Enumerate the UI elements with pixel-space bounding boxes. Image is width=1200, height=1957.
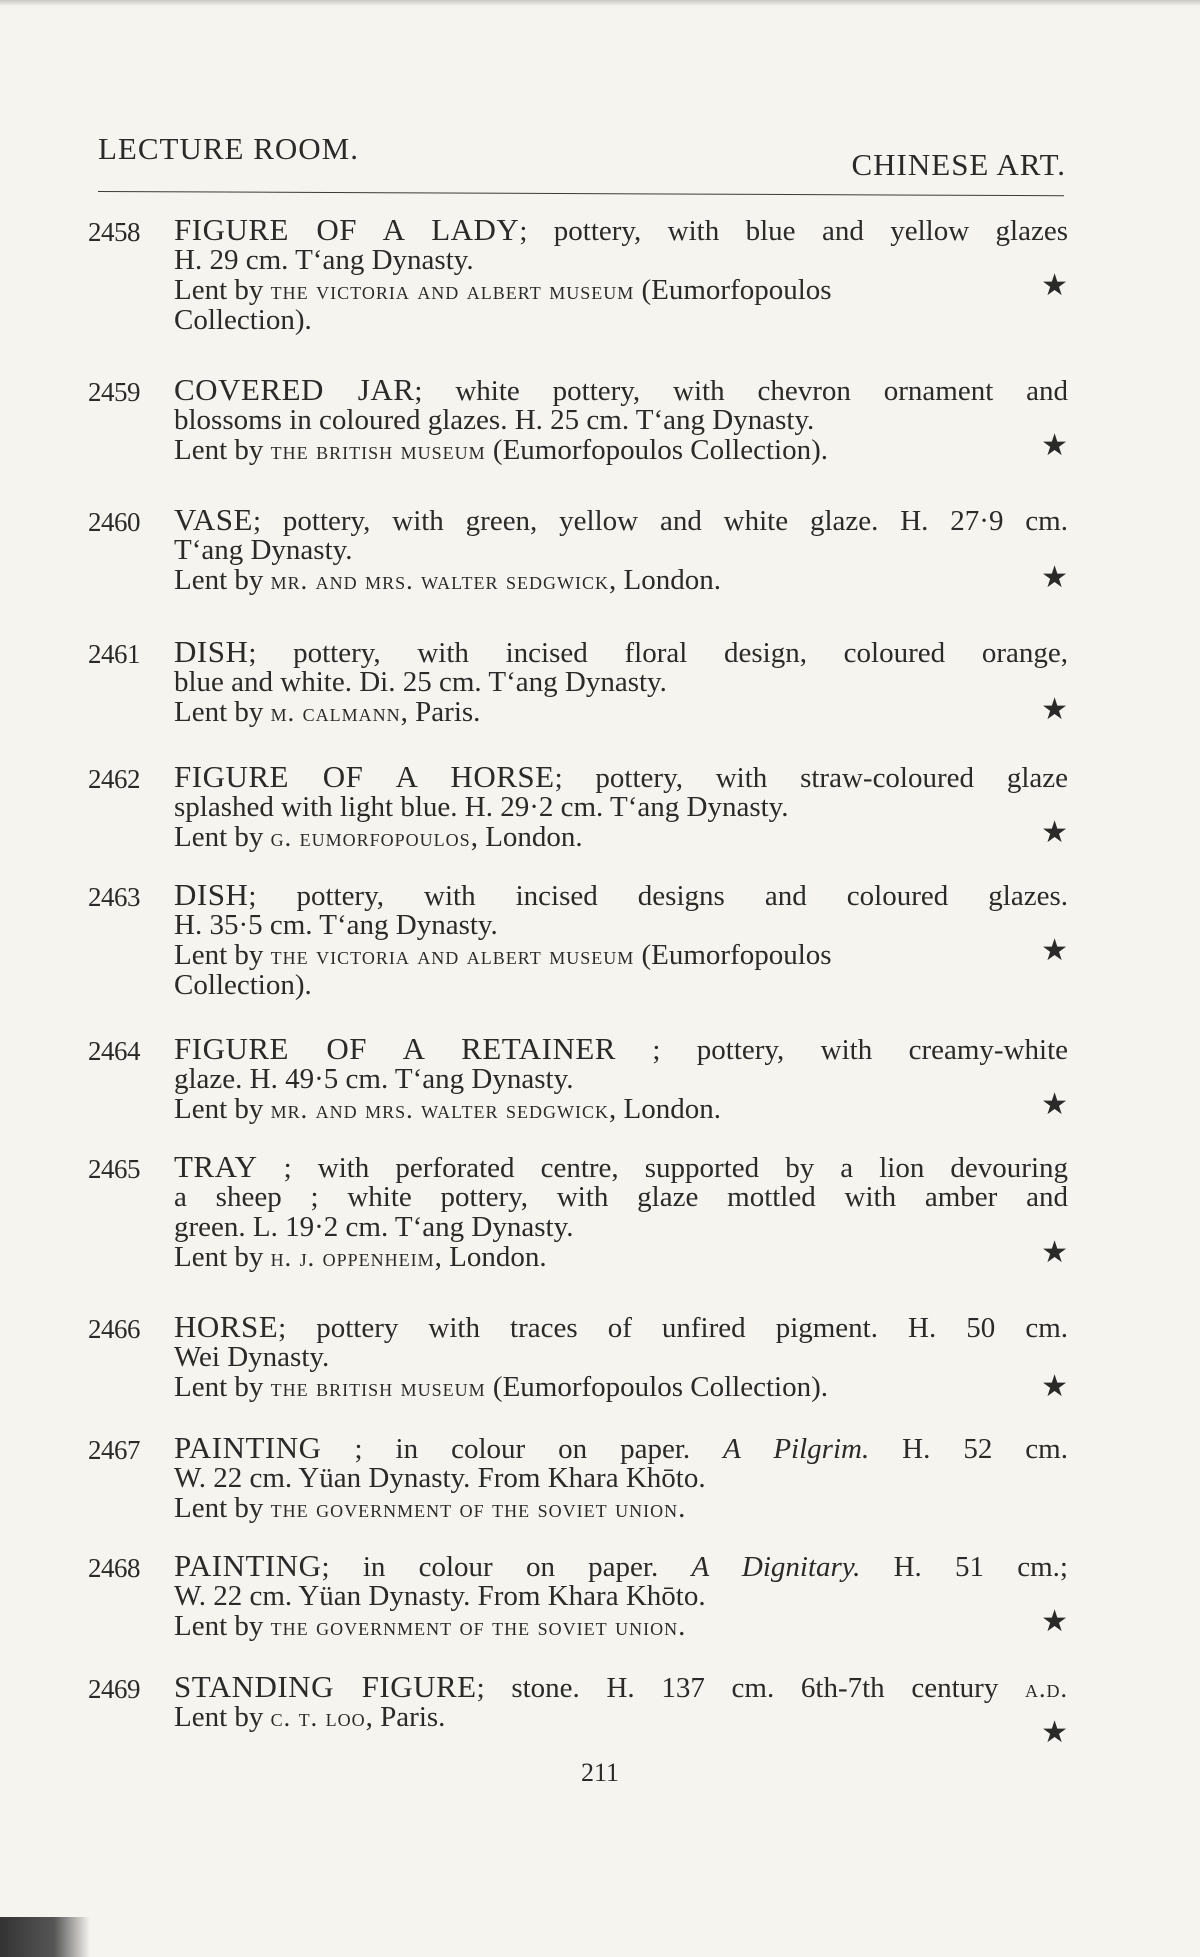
entry-title: PAINTING	[174, 1430, 322, 1465]
entry-lender-line: Lent by the british museum (Eumorfopoulos Collection).	[174, 1371, 828, 1403]
lender-name: the government of the soviet union	[270, 1494, 679, 1523]
entry-details: W. 22 cm. Yüan Dynasty. From Khara Khōto.	[174, 1580, 706, 1612]
entry-lender-line: Lent by the victoria and albert museum (Eumorfopoulos	[174, 274, 832, 306]
entry-description: ; stone. H. 137 cm. 6th-7th century	[476, 1672, 1026, 1704]
entry-lender-line: Lent by h. j. oppenheim, London.	[174, 1241, 547, 1273]
entry-lender-line: Lent by the government of the soviet union.	[174, 1610, 686, 1642]
entry-details: W. 22 cm. Yüan Dynasty. From Khara Khōto.	[174, 1462, 706, 1494]
entry-lender-line: Lent by g. eumorfopoulos, London.	[174, 821, 583, 853]
entry-number: 2459	[88, 377, 140, 407]
lender-name: h. j. oppenheim	[270, 1243, 435, 1272]
star-icon: ★	[1041, 1605, 1068, 1638]
lender-name: mr. and mrs. walter sedgwick	[270, 566, 610, 595]
entry-lender-line: Lent by the british museum (Eumorfopoulos Collection).	[174, 434, 828, 466]
star-icon: ★	[1041, 429, 1068, 462]
entry-description: ; pottery, with incised designs and coloured glazes.	[248, 880, 1068, 912]
entry-title: TRAY	[174, 1149, 258, 1184]
lender-name: the victoria and albert museum	[270, 941, 635, 970]
entry-number: 2462	[88, 764, 140, 794]
lender-name: g. eumorfopoulos	[270, 823, 471, 852]
star-icon: ★	[1041, 1088, 1068, 1121]
lender-name: the government of the soviet union	[270, 1612, 679, 1641]
lender-name: the british museum	[270, 436, 486, 465]
entry-details: Wei Dynasty.	[174, 1341, 330, 1373]
entry-lender-continued: Collection).	[174, 304, 312, 336]
lender-name: the victoria and albert museum	[270, 276, 635, 305]
entry-description: ; pottery with traces of unfired pigment. H. 50 cm.	[278, 1312, 1068, 1344]
entry-number: 2463	[88, 882, 140, 912]
star-icon: ★	[1041, 934, 1068, 967]
entry-title: FIGURE OF A LADY	[174, 212, 520, 247]
entry-number: 2469	[88, 1674, 140, 1704]
entry-number: 2458	[88, 217, 140, 247]
page-number: 211	[580, 1758, 620, 1787]
entry-number: 2464	[88, 1036, 140, 1066]
star-icon: ★	[1041, 1716, 1068, 1749]
entry-description: ; white pottery, with chevron ornament and	[414, 375, 1069, 407]
entry-description: ; pottery, with creamy-white	[615, 1034, 1068, 1066]
entry-details: green. L. 19·2 cm. T‘ang Dynasty.	[174, 1211, 574, 1243]
entry-details: blossoms in coloured glazes. H. 25 cm. T‘ang Dynasty.	[174, 404, 815, 436]
lender-name: m. calmann	[270, 698, 401, 727]
header-left: LECTURE ROOM.	[98, 131, 359, 166]
entry-lender-line: Lent by mr. and mrs. walter sedgwick, London.	[174, 564, 721, 596]
entry-title: FIGURE OF A HORSE	[174, 759, 555, 794]
star-icon: ★	[1041, 1370, 1068, 1403]
entry-title: HORSE	[174, 1309, 279, 1344]
entry-title: VASE	[174, 502, 253, 537]
star-icon: ★	[1041, 816, 1068, 849]
entry-title: COVERED JAR	[174, 372, 415, 407]
entry-description: ; pottery, with green, yellow and white glaze. H. 27·9 cm.	[252, 505, 1068, 537]
entry-description: ; pottery, with straw-coloured glaze	[554, 762, 1068, 794]
entry-lender-line: Lent by mr. and mrs. walter sedgwick, London.	[174, 1093, 721, 1125]
running-header	[98, 125, 1066, 195]
star-icon: ★	[1041, 561, 1068, 594]
entry-number: 2465	[88, 1154, 140, 1184]
star-icon: ★	[1041, 269, 1068, 302]
entry-lender-line: Lent by c. t. loo, Paris.	[174, 1701, 446, 1733]
entry-description: ; pottery, with incised floral design, coloured orange,	[248, 637, 1068, 669]
entry-lender-continued: Collection).	[174, 969, 312, 1001]
entry-details: H. 35·5 cm. T‘ang Dynasty.	[174, 909, 498, 941]
entry-details: H. 29 cm. T‘ang Dynasty.	[174, 244, 474, 276]
era-abbreviation: a.d.	[1025, 1674, 1069, 1703]
entry-description-continued: a sheep ; white pottery, with glaze mottled with amber and	[174, 1181, 1068, 1213]
work-title: A Dignitary.	[691, 1551, 861, 1583]
lender-name: c. t. loo	[270, 1703, 366, 1732]
header-right: CHINESE ART.	[851, 147, 1066, 182]
work-title: A Pilgrim.	[723, 1433, 870, 1465]
entry-title: PAINTING	[174, 1548, 322, 1583]
entry-number: 2461	[88, 639, 140, 669]
entry-number: 2466	[88, 1314, 140, 1344]
entry-lender-line: Lent by the victoria and albert museum (Eumorfopoulos	[174, 939, 832, 971]
entry-lender-line: Lent by the government of the soviet union.	[174, 1492, 686, 1524]
lender-name: mr. and mrs. walter sedgwick	[270, 1095, 610, 1124]
entry-number: 2460	[88, 507, 140, 537]
lender-name: the british museum	[270, 1373, 486, 1402]
entry-details: glaze. H. 49·5 cm. T‘ang Dynasty.	[174, 1063, 574, 1095]
entry-title: DISH	[174, 634, 249, 669]
entry-number: 2467	[88, 1435, 140, 1465]
entry-details: T‘ang Dynasty.	[174, 534, 353, 566]
entry-title: STANDING FIGURE	[174, 1669, 477, 1704]
entry-description: ; pottery, with blue and yellow glazes	[519, 215, 1068, 247]
star-icon: ★	[1041, 1236, 1068, 1269]
entry-description: ; with perforated centre, supported by a lion devouring	[257, 1152, 1068, 1184]
page: LECTURE ROOM. CHINESE ART. 2458 FIGURE OF A LADY; pottery, with blue and yellow glazes H. 29 cm. T‘ang Dynasty. Lent by the victoria and albert museum (Eumorfopoulos Collection). ★ 2459 COVERED JAR; white pottery, with chevron ornament and blossoms in coloured glazes. H. 25 cm. T‘ang Dynasty. Lent by the british museum (Eumorfopoulos Collection). ★ 2460 VASE; pottery, with green, yellow and white glaze. H. 27·9 cm. T‘ang Dynasty. Lent by mr. and mrs. walter sedgwick, London. ★ 2461 DISH; pottery, with incised floral design, coloured orange, blue and white. Di. 25 cm. T‘ang Dynasty. Lent by m. calmann, Paris. ★ 2462 FIGURE OF A HORSE; pottery, with straw-coloured glaze splashed with light blue. H. 29·2 cm. T‘ang Dynasty. Lent by g. eumorfopoulos, London. ★ 2463 DISH; pottery, with incised designs and coloured glazes. H. 35·5 cm. T‘ang Dynasty. Lent by the victoria and albert museum (Eumorfopoulos Collection). ★ 2464 FIGURE OF A RETAINER ; pottery, with creamy-white glaze. H. 49·5 cm. T‘ang Dynasty. Lent by mr. and mrs. walter sedgwick, London. ★ 2465 TRAY ; with perforated centre, supported by a lion devouring a sheep ; white pottery, with glaze mottled with amber and green. L. 19·2 cm. T‘ang Dynasty. Lent by h. j. oppenheim, London. ★ 2466 HORSE; pottery with traces of unfired pigment. H. 50 cm. Wei Dynasty. Lent by the british museum (Eumorfopoulos Collection). ★ 2467 PAINTING ; in colour on paper. A Pilgrim. H. 52 cm. W. 22 cm. Yüan Dynasty. From Khara Khōto. Lent by the government of the soviet union. 2468 PAINTING; in colour on paper. A Dignitary. H. 51 cm.; W. 22 cm. Yüan Dynasty. From Khara Khōto. Lent by the government of the soviet union. ★ 2469 STANDING FIGURE; stone. H. 137 cm. 6th-7th century a.d. Lent by c. t. loo, Paris. ★ 211	[0, 0, 1200, 1957]
page-corner-shadow	[0, 1917, 90, 1957]
entry-number: 2468	[88, 1553, 140, 1583]
entry-title: FIGURE OF A RETAINER	[174, 1031, 616, 1066]
entry-title: DISH	[174, 877, 249, 912]
star-icon: ★	[1041, 693, 1068, 726]
page-top-edge	[0, 0, 1200, 6]
entry-lender-line: Lent by m. calmann, Paris.	[174, 696, 481, 728]
entry-details: splashed with light blue. H. 29·2 cm. T‘ang Dynasty.	[174, 791, 789, 823]
entry-details: blue and white. Di. 25 cm. T‘ang Dynasty.	[174, 666, 667, 698]
